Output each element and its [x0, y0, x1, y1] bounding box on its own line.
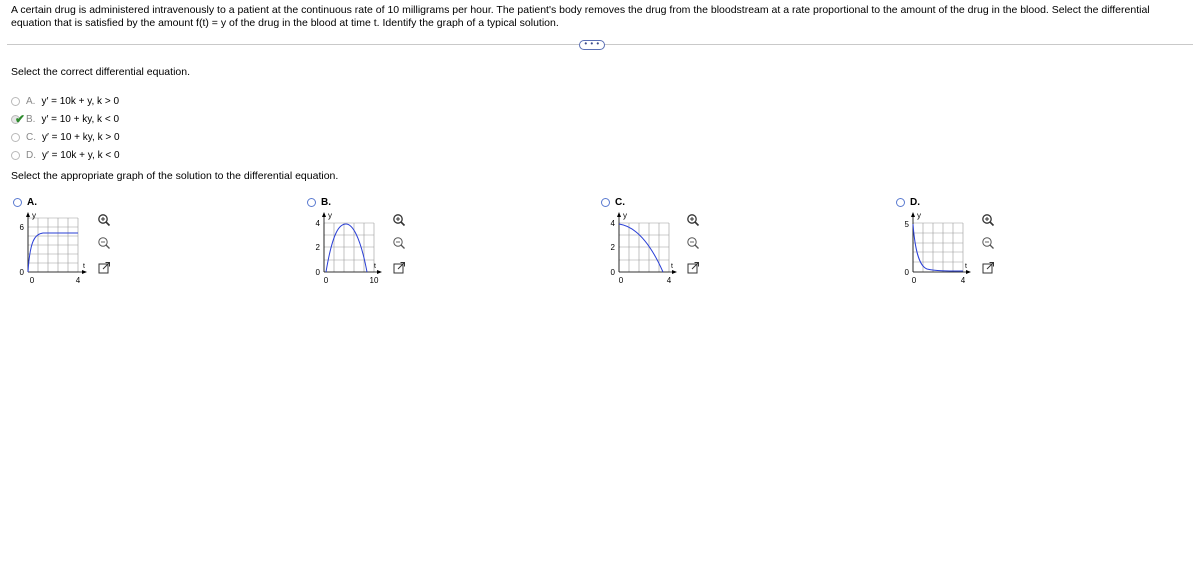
solution-curve: [28, 233, 78, 272]
graph-d: [887, 210, 977, 290]
solution-curve: [913, 224, 963, 271]
radio-button[interactable]: [11, 133, 20, 142]
option-letter: B.: [26, 113, 36, 125]
graph-c: [593, 210, 683, 290]
option-letter: C.: [615, 197, 625, 208]
equation-option-d[interactable]: [11, 146, 120, 164]
option-letter: C.: [26, 131, 36, 143]
option-text: y′ = 10k + y, k < 0: [42, 149, 120, 161]
y-axis-arrow: [911, 212, 915, 217]
radio-button[interactable]: [307, 198, 316, 207]
x-tick-label: 4: [75, 276, 81, 285]
y-axis-label: y: [917, 211, 921, 220]
radio-button[interactable]: [11, 151, 20, 160]
expand-icon[interactable]: [97, 261, 111, 275]
y-tick-label: 0: [19, 268, 24, 277]
x-axis-arrow: [377, 270, 382, 274]
zoom-in-icon[interactable]: [97, 213, 111, 227]
y-axis-label: y: [32, 211, 36, 220]
y-tick-label: 5: [904, 220, 909, 229]
x-axis-arrow: [966, 270, 971, 274]
y-axis-arrow: [26, 212, 30, 217]
radio-button[interactable]: [601, 198, 610, 207]
zoom-in-icon[interactable]: [392, 213, 406, 227]
y-axis-label: y: [328, 211, 332, 220]
y-tick-label: 2: [315, 243, 320, 252]
x-axis-arrow: [82, 270, 87, 274]
grid: [913, 223, 963, 272]
option-letter: B.: [321, 197, 331, 208]
radio-button[interactable]: [13, 198, 22, 207]
check-icon: ✔: [15, 111, 26, 126]
zoom-in-icon[interactable]: [981, 213, 995, 227]
graph-option-a[interactable]: [13, 197, 37, 208]
graph-option-d[interactable]: [896, 197, 920, 208]
solution-curve: [326, 224, 367, 272]
y-axis-arrow: [617, 212, 621, 217]
option-text: y′ = 10 + ky, k > 0: [42, 131, 120, 143]
y-tick-label: 0: [315, 268, 320, 277]
x-axis-label: t: [671, 263, 673, 270]
x-tick-label: 10: [369, 276, 379, 285]
radio-button[interactable]: [11, 111, 26, 126]
y-tick-label: 0: [610, 268, 615, 277]
x-tick-label: 0: [29, 276, 35, 285]
grid: [28, 218, 78, 272]
y-tick-label: 6: [19, 223, 24, 232]
option-text: y′ = 10 + ky, k < 0: [41, 113, 120, 125]
zoom-out-icon[interactable]: [392, 236, 406, 250]
x-axis-label: t: [965, 263, 967, 270]
equation-choices: [11, 92, 120, 164]
y-tick-label: 0: [904, 268, 909, 277]
solution-curve: [619, 224, 663, 272]
expand-icon[interactable]: [686, 261, 700, 275]
equation-option-a[interactable]: [11, 92, 120, 110]
x-tick-label: 0: [323, 276, 329, 285]
expand-icon[interactable]: [392, 261, 406, 275]
y-tick-label: 4: [315, 219, 320, 228]
y-tick-label: 2: [610, 243, 615, 252]
x-tick-label: 0: [618, 276, 624, 285]
zoom-out-icon[interactable]: [97, 236, 111, 250]
x-axis-arrow: [672, 270, 677, 274]
question-text: A certain drug is administered intravenously to a patient at the continuous rate of 10 milligrams per hour. The patient's body removes the drug from the bloodstream at a rate proportional to the amount of the drug in the blood. Select the differential equation that is satisfied by the amount f(t) = y of the drug in the blood at time t. Identify the graph of a typical solution.: [11, 4, 1150, 29]
x-tick-label: 0: [911, 276, 917, 285]
option-letter: A.: [27, 197, 37, 208]
x-axis-label: t: [374, 263, 376, 270]
graph-option-b[interactable]: [307, 197, 331, 208]
equation-option-c[interactable]: [11, 128, 120, 146]
y-axis-label: y: [623, 211, 627, 220]
zoom-in-icon[interactable]: [686, 213, 700, 227]
expand-icon[interactable]: [981, 261, 995, 275]
part1-prompt: Select the correct differential equation.: [11, 66, 190, 78]
graph-b: [298, 210, 388, 290]
part2-prompt: Select the appropriate graph of the solution to the differential equation.: [11, 170, 339, 182]
x-tick-label: 4: [960, 276, 966, 285]
radio-button[interactable]: [896, 198, 905, 207]
option-letter: A.: [26, 95, 36, 107]
radio-button[interactable]: [11, 97, 20, 106]
graph-option-c[interactable]: [601, 197, 625, 208]
x-tick-label: 4: [666, 276, 672, 285]
graph-a: [5, 210, 95, 290]
y-tick-label: 4: [610, 219, 615, 228]
y-axis-arrow: [322, 212, 326, 217]
option-letter: D.: [910, 197, 920, 208]
equation-option-b[interactable]: [11, 110, 120, 128]
zoom-out-icon[interactable]: [686, 236, 700, 250]
grid: [619, 223, 669, 272]
zoom-out-icon[interactable]: [981, 236, 995, 250]
more-button[interactable]: • • •: [579, 40, 605, 50]
x-axis-label: t: [83, 263, 85, 270]
option-letter: D.: [26, 149, 36, 161]
option-text: y′ = 10k + y, k > 0: [41, 95, 120, 107]
